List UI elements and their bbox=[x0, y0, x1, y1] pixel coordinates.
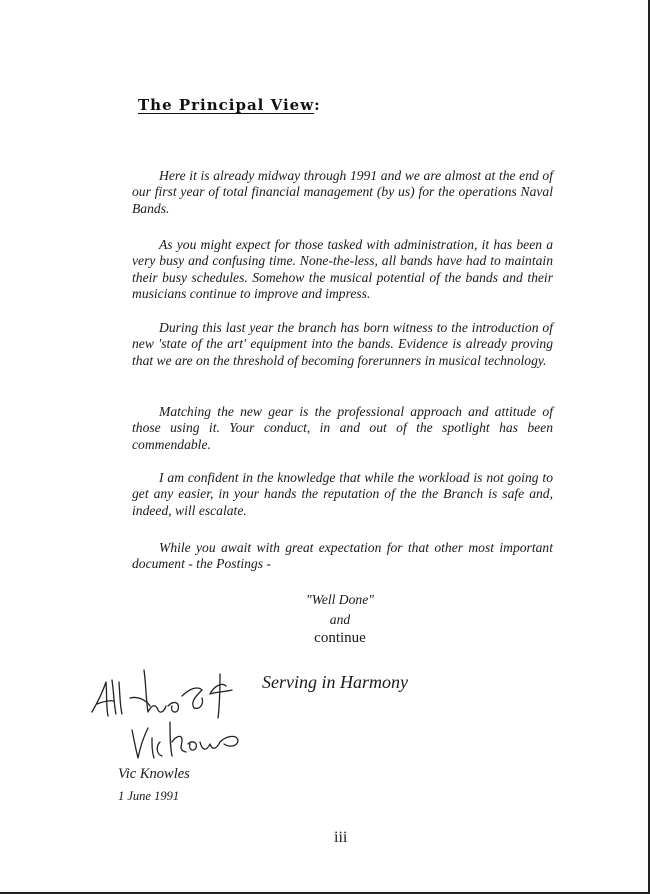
handwritten-signature bbox=[86, 660, 246, 770]
paragraph-2: As you might expect for those tasked with administration, it has been a very busy and confusing time. None-the-less, all bands have had to maintain their busy schedules. Somehow the musical potential of the bands and their musicians continue to improve and impress. bbox=[132, 237, 553, 302]
paragraph-1: Here it is already midway through 1991 and we are almost at the end of our first year of total financial management (by us) for the operations Naval Bands. bbox=[132, 168, 553, 216]
closing-continue: continue bbox=[314, 630, 366, 646]
page-title bbox=[138, 96, 321, 114]
paragraph-3: During this last year the branch has born witness to the introduction of new 'state of the art' equipment into the bands. Evidence is already proving that we are on the threshold of becoming forerunners in musical technology. bbox=[132, 320, 553, 368]
title-colon: : bbox=[314, 96, 321, 114]
paragraph-6: While you await with great expectation for that other most important document - the Postings - bbox=[132, 540, 553, 572]
closing-well-done: "Well Done" bbox=[306, 592, 374, 607]
paragraph-5: I am confident in the knowledge that while the workload is not going to get any easier, in your hands the reputation of the the Branch is safe and, indeed, will escalate. bbox=[132, 470, 553, 518]
signature-date: 1 June 1991 bbox=[118, 789, 180, 803]
closing-and: and bbox=[329, 612, 351, 627]
paragraph-4: Matching the new gear is the professional approach and attitude of those using it. Your conduct, in and out of the spotlight has been commendable. bbox=[132, 404, 553, 452]
signatory-name: Vic Knowles bbox=[118, 766, 190, 782]
motto-text: Serving in Harmony bbox=[262, 672, 408, 692]
title-text: The Principal View bbox=[138, 96, 315, 114]
page-number: iii bbox=[334, 829, 348, 846]
